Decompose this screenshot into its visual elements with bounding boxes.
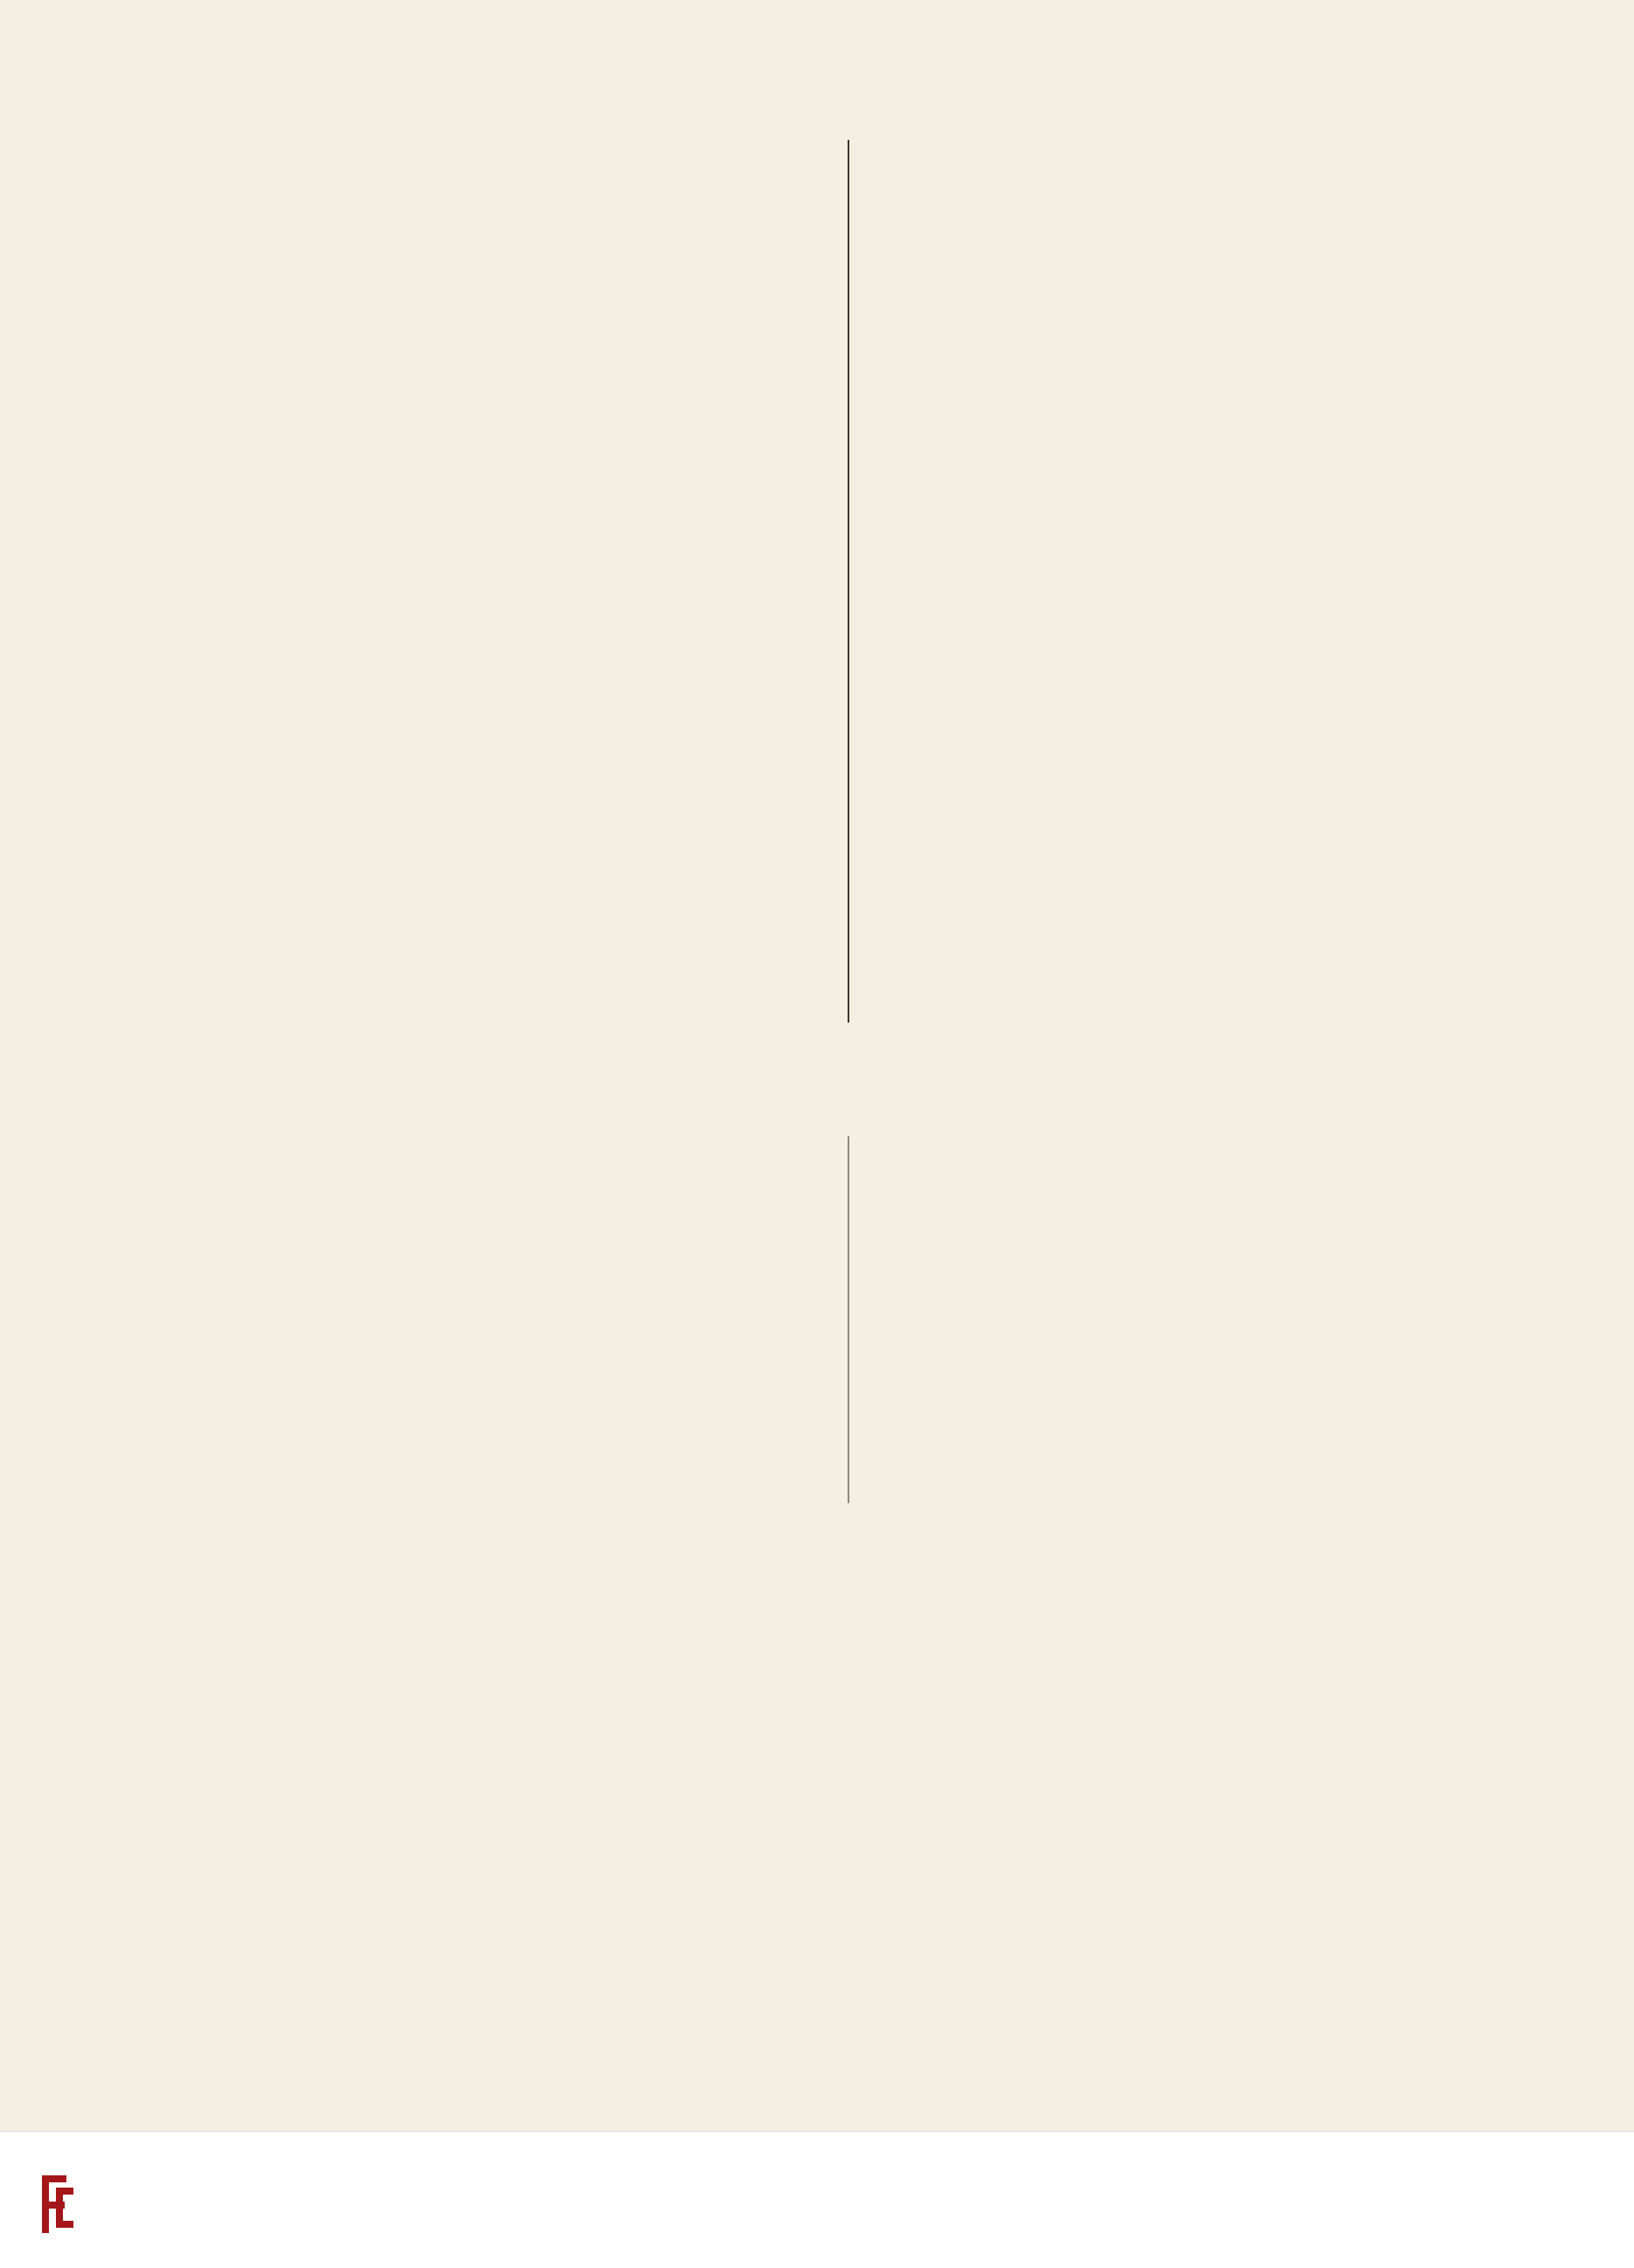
- dfg-logo-icon: [1456, 2172, 1604, 2230]
- digitization-footer: [0, 2131, 1634, 2268]
- column-divider: [848, 140, 849, 1023]
- ub-heidelberg-logo-icon: [30, 2172, 79, 2237]
- left-column: [156, 138, 820, 248]
- funder-block: [1456, 2163, 1604, 2233]
- column-divider-lower: [848, 1136, 849, 1503]
- page-header: [0, 68, 1634, 121]
- section-letter: [138, 138, 820, 248]
